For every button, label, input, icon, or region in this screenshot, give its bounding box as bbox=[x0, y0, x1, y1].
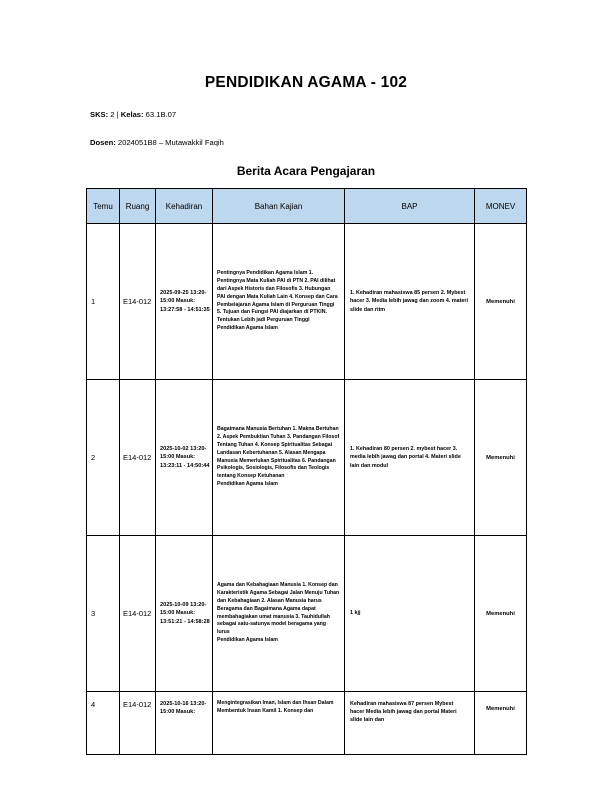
cell-bahan-kajian bbox=[213, 380, 345, 536]
sks-label: SKS: bbox=[90, 110, 109, 119]
cell-kehadiran: 2025-10-02 13:20-15:00 Masuk: 13:23:11 - 14:50:44 bbox=[156, 380, 213, 536]
cell-ruang: E14-012 bbox=[120, 224, 156, 380]
section-title: Berita Acara Pengajaran bbox=[236, 164, 376, 178]
cell-bap bbox=[345, 692, 475, 755]
bahan-footer: Pendidikan Agama Islam bbox=[217, 480, 278, 487]
dosen-label: Dosen: bbox=[90, 138, 116, 147]
bahan-text: Bagaimana Manusia Bertuhan 1. Makna Bertuhan 2. Aspek Pembuktian Tuhan 3. Pandangan Filosof Tentang Tuhan 4. Konsep Spiritualitas Sebagai Landasan Kebertuhanan 5. Alasan Mengapa Manusia Memerlukan Spiritualitas 6. Pandangan Psikologis, Sosiologis, Filosofis dan Teologis tentang Konsep Ketuhanan bbox=[217, 426, 340, 480]
bahan-footer: Pendidikan Agama Islam bbox=[217, 324, 278, 331]
bahan-footer: Pendidikan Agama Islam bbox=[217, 636, 278, 643]
cell-temu: 2 bbox=[87, 380, 120, 536]
kehadiran-text: 2025-10-16 13:20-15:00 Masuk: bbox=[160, 701, 207, 716]
cell-bahan-kajian bbox=[213, 692, 345, 755]
bahan-text: Agama dan Kebahagiaan Manusia 1. Konsep dan Karakteristik Agama Sebagai Jalan Menuju Tuhan dan Kebahagiaan 2. Alasan Manusia harus Beragama dan Bagaimana Agama dapat membahagiakan umat manusia 3. Tauhidullah sebagai satu-satunya model beragama yang lurus bbox=[217, 582, 340, 636]
cell-bap: 1 kjj bbox=[345, 536, 475, 692]
course-meta-line bbox=[90, 110, 176, 119]
kelas-label: Kelas: bbox=[120, 110, 144, 119]
cell-bahan-kajian bbox=[213, 536, 345, 692]
kelas-value: 63.1B.07 bbox=[145, 110, 177, 119]
bap-text: Kehadiran mahasiswa 87 persen Mybest hacer Media lebih jawag dan portal Materi slide lain dan bbox=[350, 701, 457, 724]
cell-monev: Memenuhi bbox=[475, 380, 527, 536]
bahan-text: Mengintegrasikan Iman, Islam dan Ihsan Dalam Membentuk Insan Kamil 1. Konsep dan bbox=[217, 700, 334, 714]
cell-temu: 4 bbox=[87, 692, 120, 755]
table-row bbox=[87, 224, 527, 380]
cell-ruang: E14-012 bbox=[120, 536, 156, 692]
header-bahan-kajian: Bahan Kajian bbox=[213, 189, 345, 224]
cell-kehadiran: 2025-09-25 13:20-15:00 Masuk: 13:27:58 - 14:51:35 bbox=[156, 224, 213, 380]
cell-bap: 1. Kehadiran mahasiswa 85 persen 2. Mybest hacer 3. Media lebih jawag dan zoom 4. materi slide dan ritm bbox=[345, 224, 475, 380]
cell-ruang: E14-012 bbox=[120, 692, 156, 755]
lecturer-line bbox=[90, 138, 224, 147]
cell-kehadiran bbox=[156, 692, 213, 755]
cell-monev: Memenuhi bbox=[475, 692, 527, 755]
header-bap: BAP bbox=[345, 189, 475, 224]
table-row bbox=[87, 380, 527, 536]
cell-bahan-kajian bbox=[213, 224, 345, 380]
cell-temu: 1 bbox=[87, 224, 120, 380]
header-ruang: Ruang bbox=[120, 189, 156, 224]
course-title: PENDIDIKAN AGAMA - 102 bbox=[204, 74, 408, 91]
table-header-row bbox=[87, 189, 527, 224]
teaching-record-table bbox=[86, 188, 527, 755]
meta-separator: | bbox=[116, 110, 119, 119]
cell-monev: Memenuhi bbox=[475, 224, 527, 380]
dosen-value: 2024051B8 – Mutawakkil Faqih bbox=[117, 138, 224, 147]
header-temu: Temu bbox=[87, 189, 120, 224]
header-monev: MONEV bbox=[475, 189, 527, 224]
table-row bbox=[87, 692, 527, 755]
cell-bap: 1. Kehadiran 80 persen 2. mybest hacer 3. media lebih jawag dan portal 4. Materi slide lain dan modul bbox=[345, 380, 475, 536]
cell-ruang: E14-012 bbox=[120, 380, 156, 536]
sks-value: 2 bbox=[110, 110, 115, 119]
cell-monev: Memenuhi bbox=[475, 536, 527, 692]
table-row bbox=[87, 536, 527, 692]
header-kehadiran: Kehadiran bbox=[156, 189, 213, 224]
bahan-text: Pentingnya Pendidikan Agama Islam 1. Pentingnya Mata Kuliah PAI di PTN 2. PAI dilihat dari Aspek Historis dan Filosofis 3. Hubungan PAI dengan Mata Kuliah Lain 4. Konsep dan Cara Pembelajaran Agama Islam di Perguruan Tinggi 5. Tujuan dan Fungsi PAI diajarkan di PTKIN. Tentukan Lebih jadi Perguruan Tinggi bbox=[217, 270, 338, 324]
cell-kehadiran: 2025-10-09 13:20-15:00 Masuk: 13:51:21 - 14:58:28 bbox=[156, 536, 213, 692]
cell-temu: 3 bbox=[87, 536, 120, 692]
